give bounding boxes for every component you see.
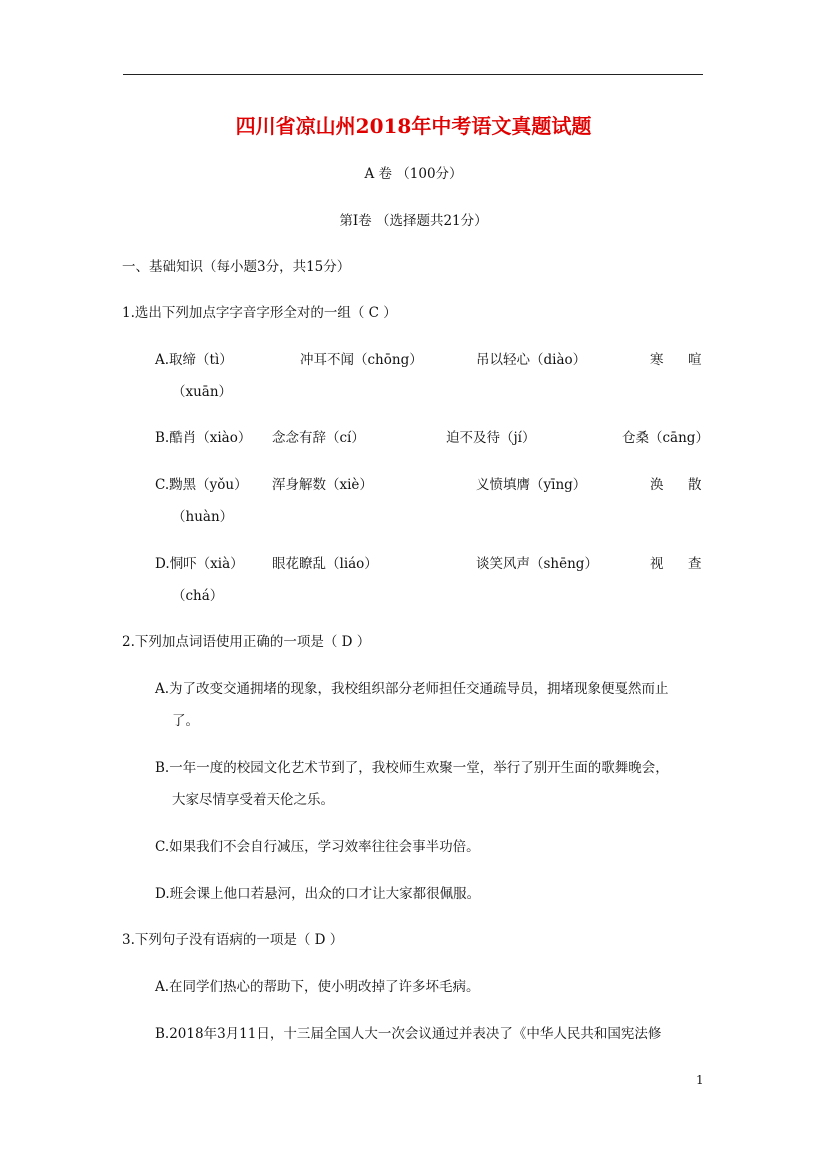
q1-option-a-2: 冲耳不闻（chōng） (300, 352, 423, 368)
page-title: 四川省凉山州2018年中考语文真题试题 (235, 114, 592, 138)
q1-option-d-4b: 查 (688, 556, 702, 572)
q1-option-a-4a: 寒 (650, 352, 664, 368)
q1-option-c-4a: 涣 (650, 477, 664, 493)
q3-option-a: A.在同学们热心的帮助下，使小明改掉了许多坏毛病。 (155, 979, 480, 995)
q1-option-a-4b: 喧 (688, 352, 702, 368)
q2-option-d: D.班会课上他口若悬河，出众的口才让大家都很佩服。 (155, 886, 481, 902)
q1-option-c-1: C.黝黑（yǒu） (155, 477, 248, 493)
section-one-heading: 一、基础知识（每小题3分，共15分） (122, 259, 351, 275)
q2-option-b-line2: 大家尽情享受着天伦之乐。 (172, 792, 334, 808)
q1-option-a-3: 吊以轻心（diào） (476, 352, 587, 368)
q1-option-b-4: 仓桑（cāng） (622, 430, 709, 446)
part-one-heading: 第Ⅰ卷 （选择题共21分） (339, 213, 488, 229)
q2-stem: 2.下列加点词语使用正确的一项是（ D ） (122, 634, 371, 650)
q3-stem: 3.下列句子没有语病的一项是（ D ） (122, 932, 344, 948)
q1-option-d-wrap: （chá） (172, 588, 224, 604)
q1-option-d-3: 谈笑风声（shēng） (476, 556, 598, 572)
q1-option-c-wrap: （huàn） (172, 509, 234, 525)
q1-option-b-3: 迫不及待（jí） (446, 430, 536, 446)
q1-option-b-2: 念念有辞（cí） (272, 430, 365, 446)
q2-option-a-line1: A.为了改变交通拥堵的现象，我校组织部分老师担任交通疏导员，拥堵现象便戛然而止 (155, 681, 669, 697)
q2-option-b-line1: B.一年一度的校园文化艺术节到了，我校师生欢聚一堂，举行了别开生面的歌舞晚会， (155, 760, 669, 776)
q1-option-c-4b: 散 (688, 477, 702, 493)
volume-a-heading: A 卷 （100分） (364, 166, 463, 182)
q1-option-c-3: 义愤填膺（yīng） (476, 477, 587, 493)
q1-option-d-1: D.恫吓（xià） (155, 556, 244, 572)
header-rule (123, 74, 703, 75)
q1-option-b-1: B.酷肖（xiào） (155, 430, 252, 446)
q1-stem: 1.选出下列加点字字音字形全对的一组（ C ） (122, 305, 397, 321)
q1-option-a-wrap: （xuān） (172, 384, 233, 400)
q1-option-d-2: 眼花瞭乱（liáo） (272, 556, 378, 572)
q1-option-c-2: 浑身解数（xiè） (272, 477, 373, 493)
q1-option-d-4a: 视 (650, 556, 664, 572)
q3-option-b: B.2018年3月11日，十三届全国人大一次会议通过并表决了《中华人民共和国宪法修 (155, 1026, 662, 1042)
q1-option-a-1: A.取缔（tì） (155, 352, 233, 368)
q2-option-a-line2: 了。 (172, 713, 199, 729)
q2-option-c: C.如果我们不会自行减压，学习效率往往会事半功倍。 (155, 839, 480, 855)
page-number: 1 (696, 1073, 704, 1087)
